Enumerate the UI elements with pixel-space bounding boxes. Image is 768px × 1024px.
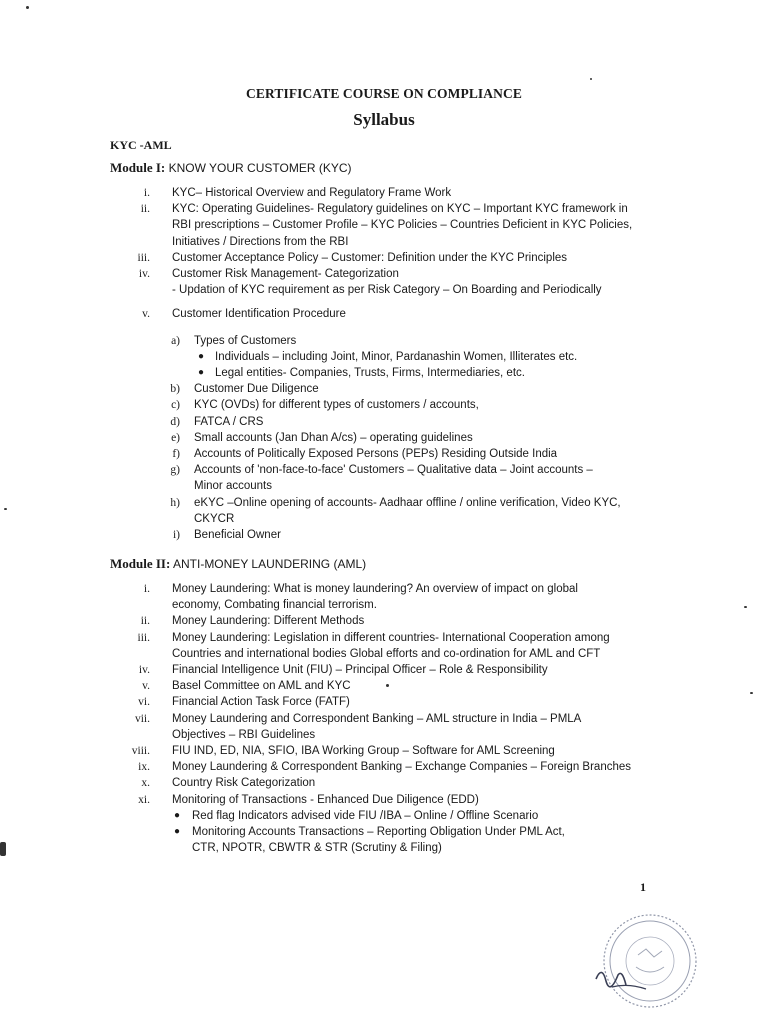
item-text: Beneficial Owner xyxy=(194,529,281,541)
item-text: eKYC –Online opening of accounts- Aadhaar offline / online verification, Video KYC, xyxy=(194,496,621,509)
item-number: v. xyxy=(142,680,150,693)
item-number: d) xyxy=(170,415,180,428)
item-text: Monitoring Accounts Transactions – Reporting Obligation Under PML Act, xyxy=(192,826,565,838)
item-number: h) xyxy=(170,496,180,509)
item-text: FIU IND, ED, NIA, SFIO, IBA Working Group – Software for AML Screening xyxy=(172,745,555,757)
item-number: iv. xyxy=(138,664,150,676)
item-text: Red flag Indicators advised vide FIU /IBA – Online / Offline Scenario xyxy=(192,809,539,822)
item-number: a) xyxy=(171,334,180,347)
item-text: Accounts of 'non-face-to-face' Customers – Qualitative data – Joint accounts – xyxy=(194,464,593,477)
item-number: c) xyxy=(171,399,180,412)
item-number: x. xyxy=(141,777,150,790)
item-number: vi. xyxy=(138,696,150,709)
document-title: CERTIFICATE COURSE ON COMPLIANCE xyxy=(246,86,522,101)
item-text: Customer Due Diligence xyxy=(194,383,319,396)
module-2-title: ANTI-MONEY LAUNDERING (AML) xyxy=(172,557,367,571)
item-text: Basel Committee on AML and KYC xyxy=(172,680,351,693)
item-text: Money Laundering: Legislation in different countries- International Cooperation among xyxy=(172,631,610,644)
item-number: i) xyxy=(172,529,180,541)
bank-seal-stamp xyxy=(588,905,700,1017)
item-text: Financial Intelligence Unit (FIU) – Principal Officer – Role & Responsibility xyxy=(172,664,548,676)
item-text: Country Risk Categorization xyxy=(172,777,316,790)
scan-speck xyxy=(0,842,6,856)
item-text: Objectives – RBI Guidelines xyxy=(172,728,316,741)
bullet-icon: ● xyxy=(174,826,181,837)
item-text: Minor accounts xyxy=(194,480,272,493)
item-text: KYC: Operating Guidelines- Regulatory guidelines on KYC – Important KYC framework in xyxy=(172,203,628,216)
item-text: Customer Risk Management- Categorization xyxy=(172,268,399,280)
item-text: CTR, NPOTR, CBWTR & STR (Scrutiny & Filing) xyxy=(192,842,442,855)
item-text: Financial Action Task Force (FATF) xyxy=(172,696,350,709)
bullet-icon: ● xyxy=(198,367,205,378)
scan-speck xyxy=(590,78,592,80)
item-text: Money Laundering: Different Methods xyxy=(172,615,365,628)
module-2-label: Module II: xyxy=(110,556,171,571)
item-number: iii. xyxy=(137,631,150,644)
scan-speck xyxy=(386,684,389,687)
item-number: g) xyxy=(170,464,180,477)
item-text: FATCA / CRS xyxy=(194,415,264,428)
item-number: ii. xyxy=(140,615,150,628)
item-number: e) xyxy=(171,431,180,444)
item-number: f) xyxy=(172,448,180,460)
item-text: CKYCR xyxy=(194,512,235,525)
section-heading: KYC -AML xyxy=(110,138,172,152)
module-1-label: Module I: xyxy=(110,160,166,175)
bullet-icon: ● xyxy=(198,350,205,362)
item-text: - Updation of KYC requirement as per Risk Category – On Boarding and Periodically xyxy=(172,284,602,297)
item-text: Customer Acceptance Policy – Customer: Definition under the KYC Principles xyxy=(172,251,568,264)
item-number: xi. xyxy=(138,793,150,806)
item-text: RBI prescriptions – Customer Profile – KYC Policies – Countries Deficient in KYC Policies, xyxy=(172,219,633,232)
item-text: KYC (OVDs) for different types of customers / accounts, xyxy=(194,399,479,412)
page-number: 1 xyxy=(640,880,646,894)
module-1-heading xyxy=(110,160,352,176)
scan-speck xyxy=(744,606,747,608)
item-text: Money Laundering: What is money laundering? An overview of impact on global xyxy=(172,583,578,595)
item-text: Monitoring of Transactions - Enhanced Due Diligence (EDD) xyxy=(172,793,479,806)
item-text: Small accounts (Jan Dhan A/cs) – operating guidelines xyxy=(194,431,473,444)
item-number: i. xyxy=(143,583,150,595)
item-number: b) xyxy=(170,383,180,396)
bullet-icon: ● xyxy=(174,809,181,821)
module-1-title: KNOW YOUR CUSTOMER (KYC) xyxy=(168,161,352,175)
item-text: Money Laundering and Correspondent Banking – AML structure in India – PMLA xyxy=(172,712,582,725)
document-subtitle: Syllabus xyxy=(353,110,415,129)
item-number: ii. xyxy=(140,203,150,216)
module-2-heading xyxy=(110,556,366,572)
item-text: Countries and international bodies Global efforts and co-ordination for AML and CFT xyxy=(172,647,601,660)
item-text: Money Laundering & Correspondent Banking – Exchange Companies – Foreign Branches xyxy=(172,761,632,774)
item-text: Accounts of Politically Exposed Persons (PEPs) Residing Outside India xyxy=(194,448,558,460)
item-number: v. xyxy=(142,308,150,321)
item-text: Customer Identification Procedure xyxy=(172,308,346,321)
item-number: vii. xyxy=(134,712,150,725)
item-text: economy, Combating financial terrorism. xyxy=(172,599,377,612)
item-text: Types of Customers xyxy=(194,334,297,347)
item-text: KYC– Historical Overview and Regulatory Frame Work xyxy=(172,187,452,199)
item-text: Initiatives / Directions from the RBI xyxy=(172,235,349,248)
scan-speck xyxy=(26,6,29,9)
item-number: iv. xyxy=(138,268,150,280)
item-text: Individuals – including Joint, Minor, Pardanashin Women, Illiterates etc. xyxy=(215,350,578,363)
item-number: ix. xyxy=(138,761,150,774)
item-number: iii. xyxy=(137,251,150,264)
scan-speck xyxy=(750,692,753,694)
scan-speck xyxy=(4,508,7,510)
item-text: Legal entities- Companies, Trusts, Firms, Intermediaries, etc. xyxy=(215,367,525,379)
item-number: viii. xyxy=(131,745,150,757)
item-number: i. xyxy=(143,187,150,199)
